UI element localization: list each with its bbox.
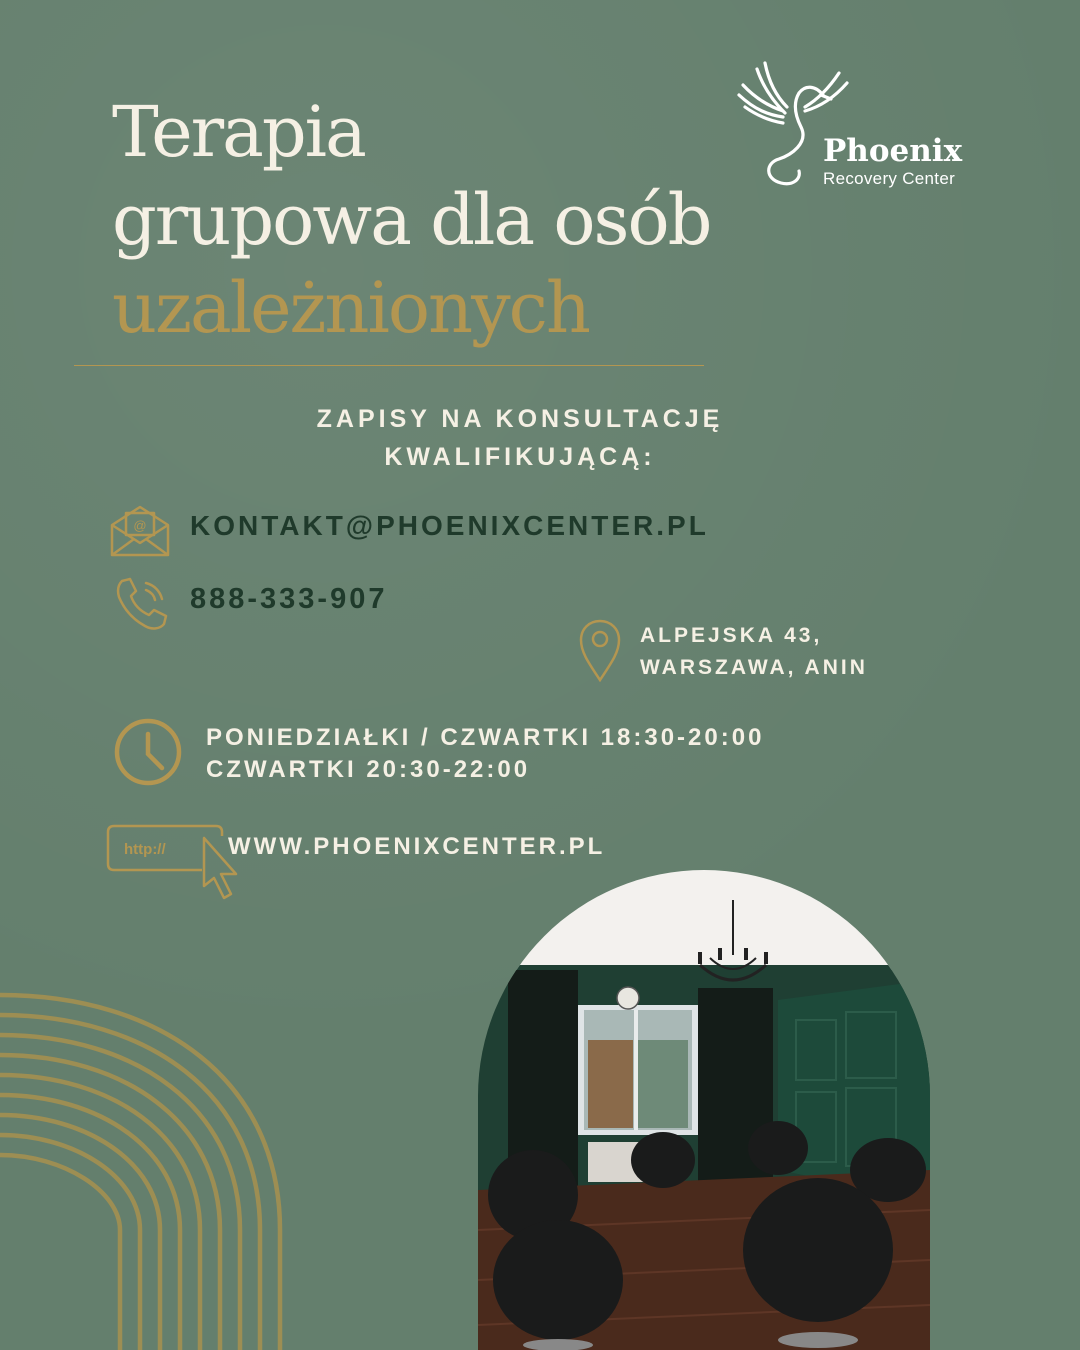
title-line-1: Terapia: [112, 91, 365, 173]
url-icon-text: http://: [124, 841, 166, 858]
phone-icon: [112, 575, 172, 633]
svg-text:@: @: [133, 518, 147, 533]
hours-line-1: PONIEDZIAŁKI / CZWARTKI 18:30-20:00: [206, 724, 765, 751]
website-link[interactable]: WWW.PHOENIXCENTER.PL: [228, 833, 606, 860]
decorative-arcs: [0, 900, 460, 1350]
therapy-room-illustration: [478, 870, 930, 1350]
phone-number[interactable]: 888-333-907: [190, 583, 388, 615]
email-link[interactable]: KONTAKT@PHOENIXCENTER.PL: [190, 510, 709, 541]
page-title: [112, 88, 792, 352]
address-line-2: WARSZAWA, ANIN: [640, 656, 868, 679]
browser-cursor-icon: [106, 822, 246, 904]
title-line-3: uzależnionych: [112, 267, 589, 349]
opening-hours: [206, 722, 764, 786]
consultation-heading-line-2: KWALIFIKUJĄCĄ:: [384, 443, 656, 471]
address-line-1: ALPEJSKA 43,: [640, 624, 823, 647]
envelope-icon: [108, 503, 172, 559]
location-pin-icon: [578, 618, 622, 682]
address: [640, 620, 868, 684]
title-line-2: grupowa dla osób: [112, 179, 711, 261]
logo-subtitle: Recovery Center: [823, 169, 956, 188]
consultation-heading: [0, 400, 1040, 476]
room-photo: [478, 870, 930, 1350]
hours-line-2: CZWARTKI 20:30-22:00: [206, 756, 531, 783]
title-divider: [74, 365, 704, 366]
logo: [735, 55, 985, 195]
clock-icon: [112, 716, 184, 788]
logo-name: Phoenix: [823, 133, 963, 169]
consultation-heading-line-1: ZAPISY NA KONSULTACJĘ: [316, 405, 724, 433]
